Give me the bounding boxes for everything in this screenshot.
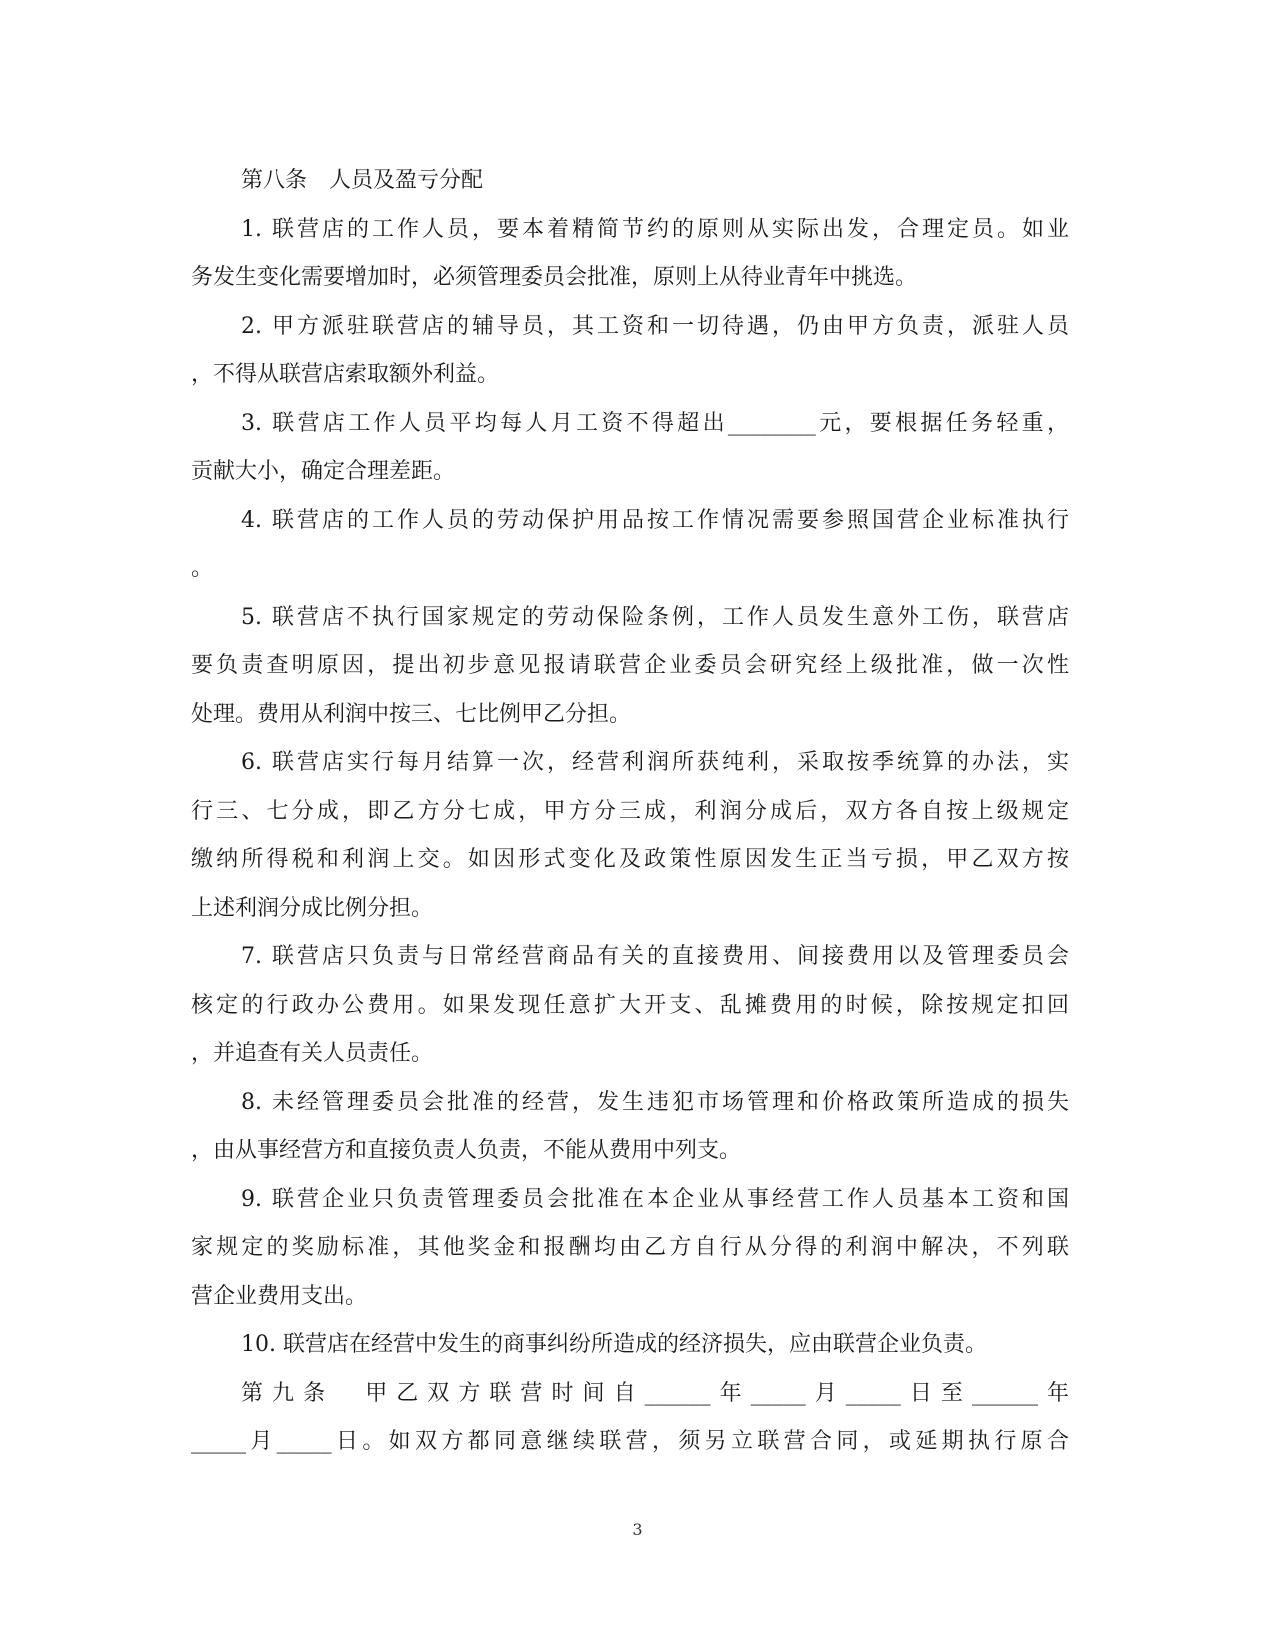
text-line: 行三、七分成，即乙方分七成，甲方分三成，利润分成后，双方各自按上级规定 xyxy=(191,798,1069,824)
text-line: 要负责查明原因，提出初步意见报请联营企业委员会研究经上级批准，做一次性 xyxy=(191,653,1069,678)
document-body xyxy=(191,157,1069,1467)
text-line: 家规定的奖励标准，其他奖金和报酬均由乙方自行从分得的利润中解决，不列联 xyxy=(191,1235,1069,1260)
text-line: 营企业费用支出。 xyxy=(191,1283,368,1309)
text-line: 9. 联营企业只负责管理委员会批准在本企业从事经营工作人员基本工资和国 xyxy=(241,1186,1069,1212)
text-line: 上述利润分成比例分担。 xyxy=(191,895,434,921)
text-line: 4. 联营店的工作人员的劳动保护用品按工作情况需要参照国营企业标准执行 xyxy=(241,507,1069,533)
text-line: ，由从事经营方和直接负责人负责，不能从费用中列支。 xyxy=(191,1138,742,1163)
text-line: 8. 未经管理委员会批准的经营，发生违犯市场管理和价格政策所造成的损失 xyxy=(241,1089,1069,1115)
text-line: 缴纳所得税和利润上交。如因形式变化及政策性原因发生正当亏损，甲乙双方按 xyxy=(191,847,1069,872)
text-line: ，不得从联营店索取额外利益。 xyxy=(191,362,500,387)
text-line: 10. 联营店在经营中发生的商事纠纷所造成的经济损失，应由联营企业负责。 xyxy=(241,1332,987,1357)
text-line: 5. 联营店不执行国家规定的劳动保险条例，工作人员发生意外工伤，联营店 xyxy=(241,604,1069,630)
text-line: ，并追查有关人员责任。 xyxy=(191,1041,434,1066)
text-line: 。 xyxy=(191,556,214,581)
article-8-heading: 第八条 人员及盈亏分配 xyxy=(241,168,484,193)
text-line: 核定的行政办公费用。如果发现任意扩大开支、乱摊费用的时候，除按规定扣回 xyxy=(191,992,1069,1018)
text-line: 务发生变化需要增加时，必须管理委员会批准，原则上从待业青年中挑选。 xyxy=(191,265,918,290)
text-line: 2. 甲方派驻联营店的辅导员，其工资和一切待遇，仍由甲方负责，派驻人员 xyxy=(241,313,1069,339)
text-line: 贡献大小，确定合理差距。 xyxy=(191,459,456,484)
text-line: 处理。费用从利润中按三、七比例甲乙分担。 xyxy=(191,701,632,727)
article-9-line: 第九条 甲乙双方联营时间自______年_____月_____日至______年 xyxy=(241,1380,1069,1406)
page-number: 3 xyxy=(632,1520,643,1539)
text-line: 7. 联营店只负责与日常经营商品有关的直接费用、间接费用以及管理委员会 xyxy=(241,944,1069,969)
text-line: 3. 联营店工作人员平均每人月工资不得超出________元，要根据任务轻重， xyxy=(241,410,1069,436)
text-line: 1. 联营店的工作人员，要本着精简节约的原则从实际出发，合理定员。如业 xyxy=(241,216,1069,242)
text-line: _____月_____日。如双方都同意继续联营，须另立联营合同，或延期执行原合 xyxy=(191,1429,1069,1454)
text-line: 6. 联营店实行每月结算一次，经营利润所获纯利，采取按季统算的办法，实 xyxy=(241,750,1069,775)
